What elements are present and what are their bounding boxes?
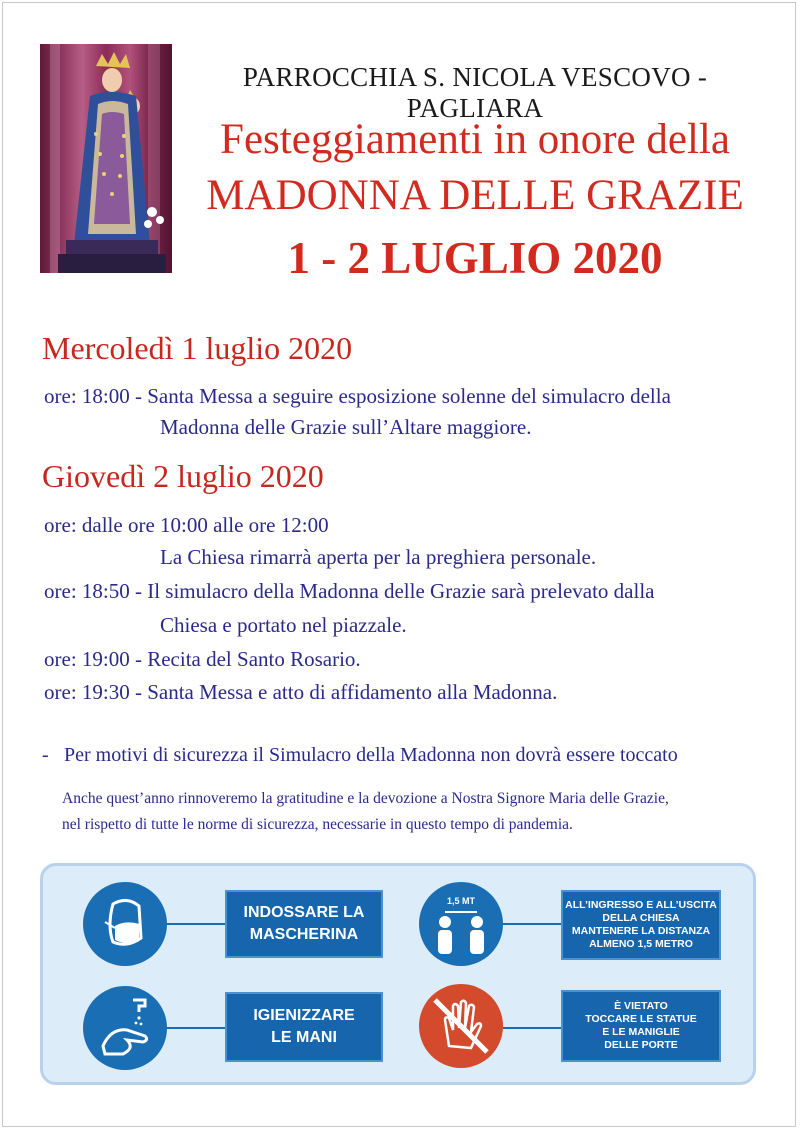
mask-label-line: INDOSSARE LA: [243, 904, 365, 922]
no-touch-label-line: E LE MANIGLIE: [602, 1026, 680, 1038]
day1-line: ore: 18:00 - Santa Messa a seguire esposizione solenne del simulacro della: [44, 384, 671, 408]
hands-label-line: LE MANI: [271, 1029, 337, 1046]
distance-label-line: ALMENO 1,5 METRO: [589, 938, 693, 951]
closing-note-line: nel rispetto di tutte le norme di sicurezza, necessarie in questo tempo di pandemia.: [62, 816, 573, 833]
title-line-2: MADONNA DELLE GRAZIE: [206, 172, 744, 219]
no-touch-icon: [419, 984, 503, 1068]
hands-instruction: [225, 992, 383, 1062]
day1-heading: Mercoledì 1 luglio 2020: [42, 330, 353, 366]
no-touch-instruction: [561, 990, 721, 1062]
no-touch-label-line: È VIETATO: [614, 999, 668, 1012]
title-line-1: Festeggiamenti in onore della: [220, 116, 730, 163]
mask-instruction: [225, 890, 383, 958]
day2-line: ore: 19:00 - Recita del Santo Rosario.: [44, 647, 361, 671]
social-distance-icon: [419, 882, 503, 966]
closing-note-line: Anche quest’anno rinnoveremo la gratitudine e la devozione a Nostra Signore Maria delle Grazie,: [62, 790, 669, 807]
notice-dash: -: [42, 744, 49, 766]
day2-line: ore: 19:30 - Santa Messa e atto di affidamento alla Madonna.: [44, 680, 558, 704]
no-touch-label-line: TOCCARE LE STATUE: [585, 1012, 697, 1025]
day2-line: Chiesa e portato nel piazzale.: [160, 613, 407, 637]
no-touch-label-line: DELLE PORTE: [604, 1039, 678, 1052]
parish-name: PARROCCHIA S. NICOLA VESCOVO - PAGLIARA: [242, 62, 708, 123]
mask-connector: [167, 923, 225, 925]
mask-label-line: MASCHERINA: [249, 926, 359, 943]
safety-panel: [40, 863, 756, 1085]
distance-icon-label: 1,5 MT: [446, 896, 476, 906]
day2-line: La Chiesa rimarrà aperta per la preghiera personale.: [160, 545, 597, 569]
hands-label-line: IGIENIZZARE: [253, 1007, 355, 1025]
notice-text: Per motivi di sicurezza il Simulacro della Madonna non dovrà essere toccato: [64, 744, 678, 766]
day1-line: Madonna delle Grazie sull’Altare maggiore.: [160, 415, 532, 439]
hands-connector: [167, 1027, 225, 1029]
distance-instruction: [561, 890, 721, 960]
madonna-statue-image: [40, 44, 172, 273]
day2-line: ore: dalle ore 10:00 alle ore 12:00: [44, 513, 329, 537]
safety-notice: [42, 744, 678, 767]
day2-heading: Giovedì 2 luglio 2020: [42, 458, 324, 494]
no-touch-connector: [503, 1027, 561, 1029]
day2-line: ore: 18:50 - Il simulacro della Madonna delle Grazie sarà prelevato dalla: [44, 579, 655, 603]
face-mask-icon: [83, 882, 167, 966]
distance-label-line: MANTENERE LA DISTANZA: [571, 925, 711, 937]
title-dates: 1 - 2 LUGLIO 2020: [287, 233, 663, 283]
distance-label-line: DELLA CHIESA: [602, 911, 680, 924]
distance-label-line: ALL’INGRESSO E ALL’USCITA: [565, 898, 717, 911]
distance-connector: [503, 923, 561, 925]
hand-wash-icon: [83, 986, 167, 1070]
